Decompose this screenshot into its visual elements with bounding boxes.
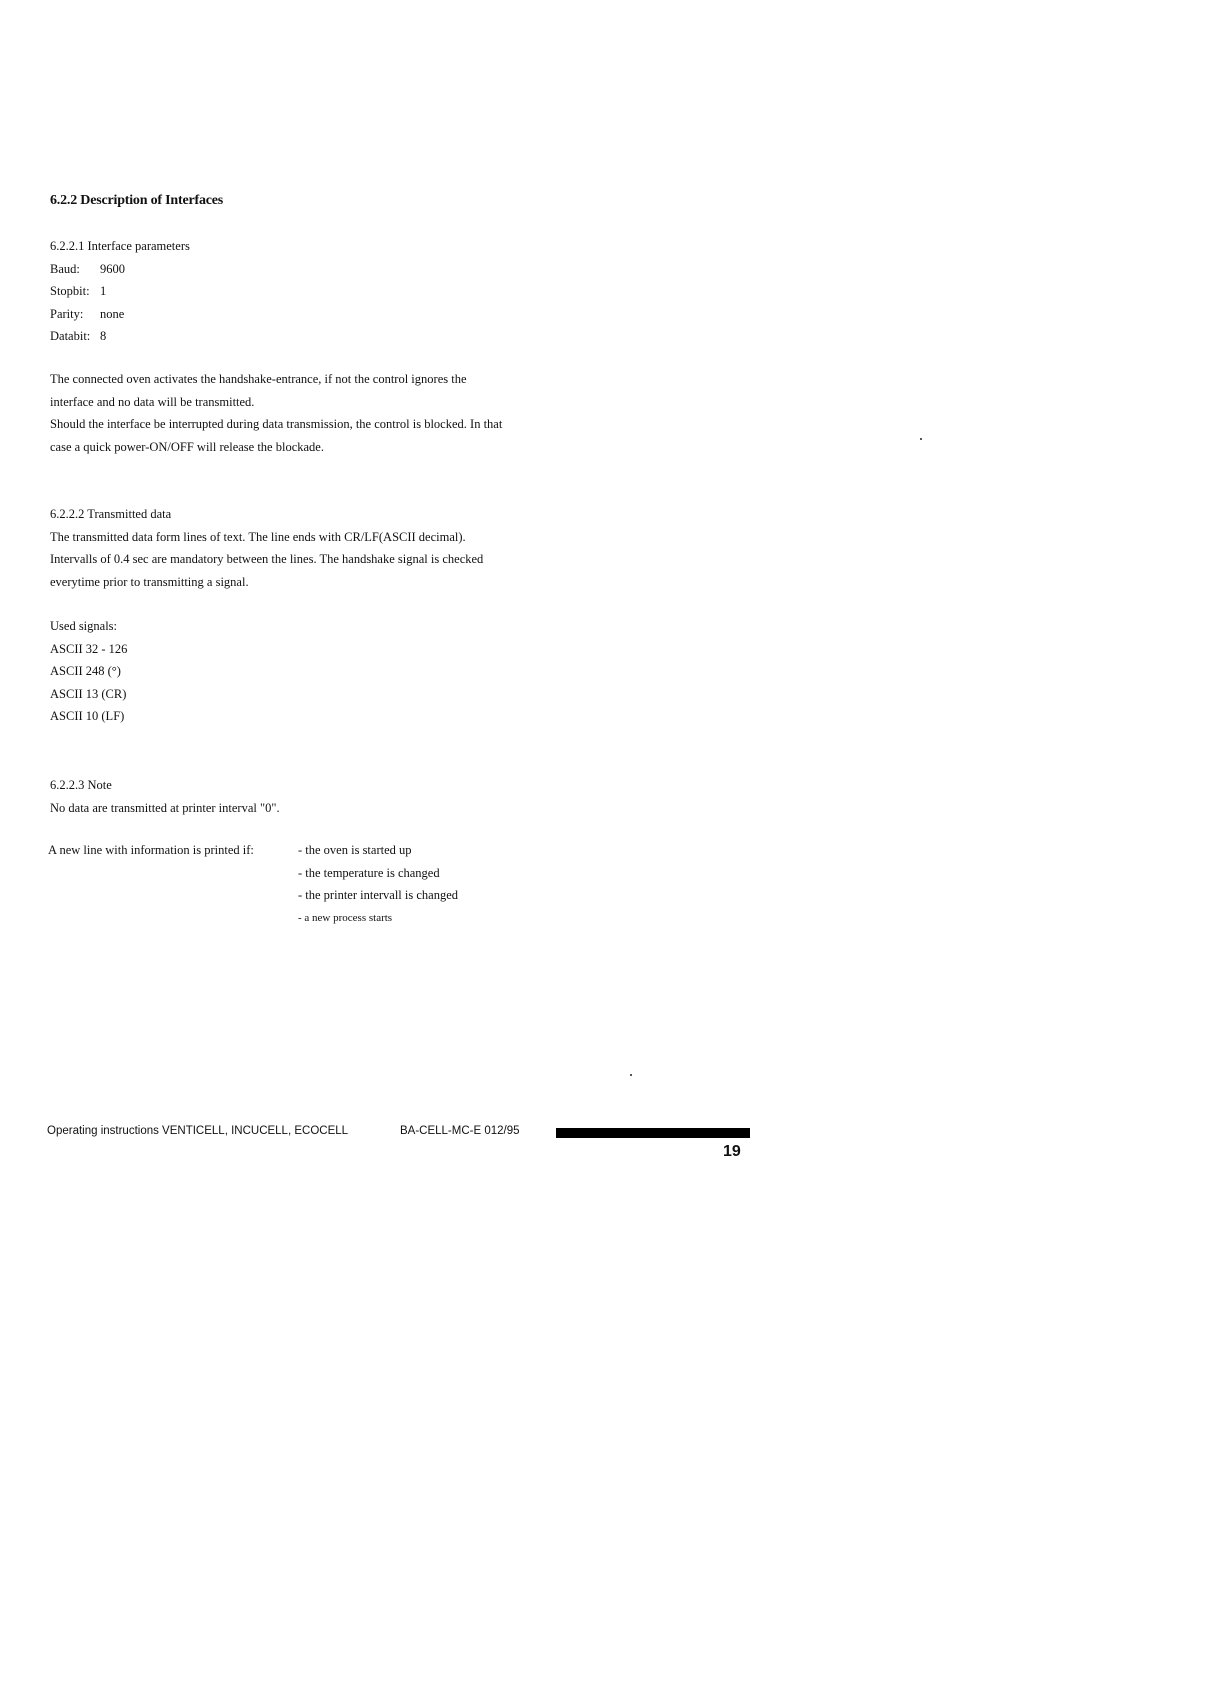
page-number: 19 xyxy=(723,1143,741,1160)
signal-item: ASCII 13 (CR) xyxy=(50,686,127,701)
condition-item: - the oven is started up xyxy=(298,843,412,857)
param-value: 9600 xyxy=(100,261,125,276)
param-row xyxy=(50,303,190,326)
transmitted-heading: 6.2.2.2 Transmitted data xyxy=(50,507,172,521)
handshake-paragraph xyxy=(50,368,502,458)
footer-doc-code: BA-CELL-MC-E 012/95 xyxy=(400,1125,520,1137)
paragraph-line: Should the interface be interrupted during data transmission, the control is blocked. In that xyxy=(50,417,503,431)
note-section xyxy=(50,774,280,819)
scan-speck xyxy=(630,1074,632,1076)
new-line-conditions xyxy=(298,839,458,929)
footer-rule xyxy=(556,1128,750,1138)
paragraph-line: everytime prior to transmitting a signal. xyxy=(50,574,249,589)
param-value: 1 xyxy=(100,284,107,298)
param-label: Stopbit: xyxy=(50,284,90,298)
param-value: none xyxy=(100,306,125,321)
signal-item: ASCII 10 (LF) xyxy=(50,709,125,723)
paragraph-line: case a quick power-ON/OFF will release the blockade. xyxy=(50,439,324,454)
condition-item: - the temperature is changed xyxy=(298,865,440,880)
param-label: Parity: xyxy=(50,306,84,321)
param-row xyxy=(50,258,190,281)
section-heading: 6.2.2 Description of Interfaces xyxy=(50,193,224,208)
param-label: Baud: xyxy=(50,261,80,276)
used-signals xyxy=(50,615,127,728)
signal-item: ASCII 248 (°) xyxy=(50,664,121,678)
footer-title: Operating instructions VENTICELL, INCUCELL, ECOCELL xyxy=(47,1125,349,1137)
signals-heading: Used signals: xyxy=(50,619,118,633)
paragraph-line: The transmitted data form lines of text. The line ends with CR/LF(ASCII decimal). xyxy=(50,529,466,544)
signal-item: ASCII 32 - 126 xyxy=(50,641,128,656)
param-label: Databit: xyxy=(50,329,91,343)
transmitted-data-section xyxy=(50,503,483,593)
condition-item: - the printer intervall is changed xyxy=(298,888,459,902)
param-row xyxy=(50,280,190,303)
note-heading: 6.2.2.3 Note xyxy=(50,778,112,792)
note-line: No data are transmitted at printer interval "0". xyxy=(50,800,280,815)
paragraph-line: interface and no data will be transmitted. xyxy=(50,394,255,409)
param-row xyxy=(50,325,190,348)
paragraph-line: The connected oven activates the handshake-entrance, if not the control ignores the xyxy=(50,372,467,386)
params-heading: 6.2.2.1 Interface parameters xyxy=(50,239,190,253)
new-line-intro: A new line with information is printed if: xyxy=(48,843,254,857)
paragraph-line: Intervalls of 0.4 sec are mandatory between the lines. The handshake signal is checked xyxy=(50,552,484,566)
interface-parameters xyxy=(50,235,190,348)
scan-speck xyxy=(920,438,922,440)
condition-item: - a new process starts xyxy=(298,911,393,924)
param-value: 8 xyxy=(100,329,107,343)
